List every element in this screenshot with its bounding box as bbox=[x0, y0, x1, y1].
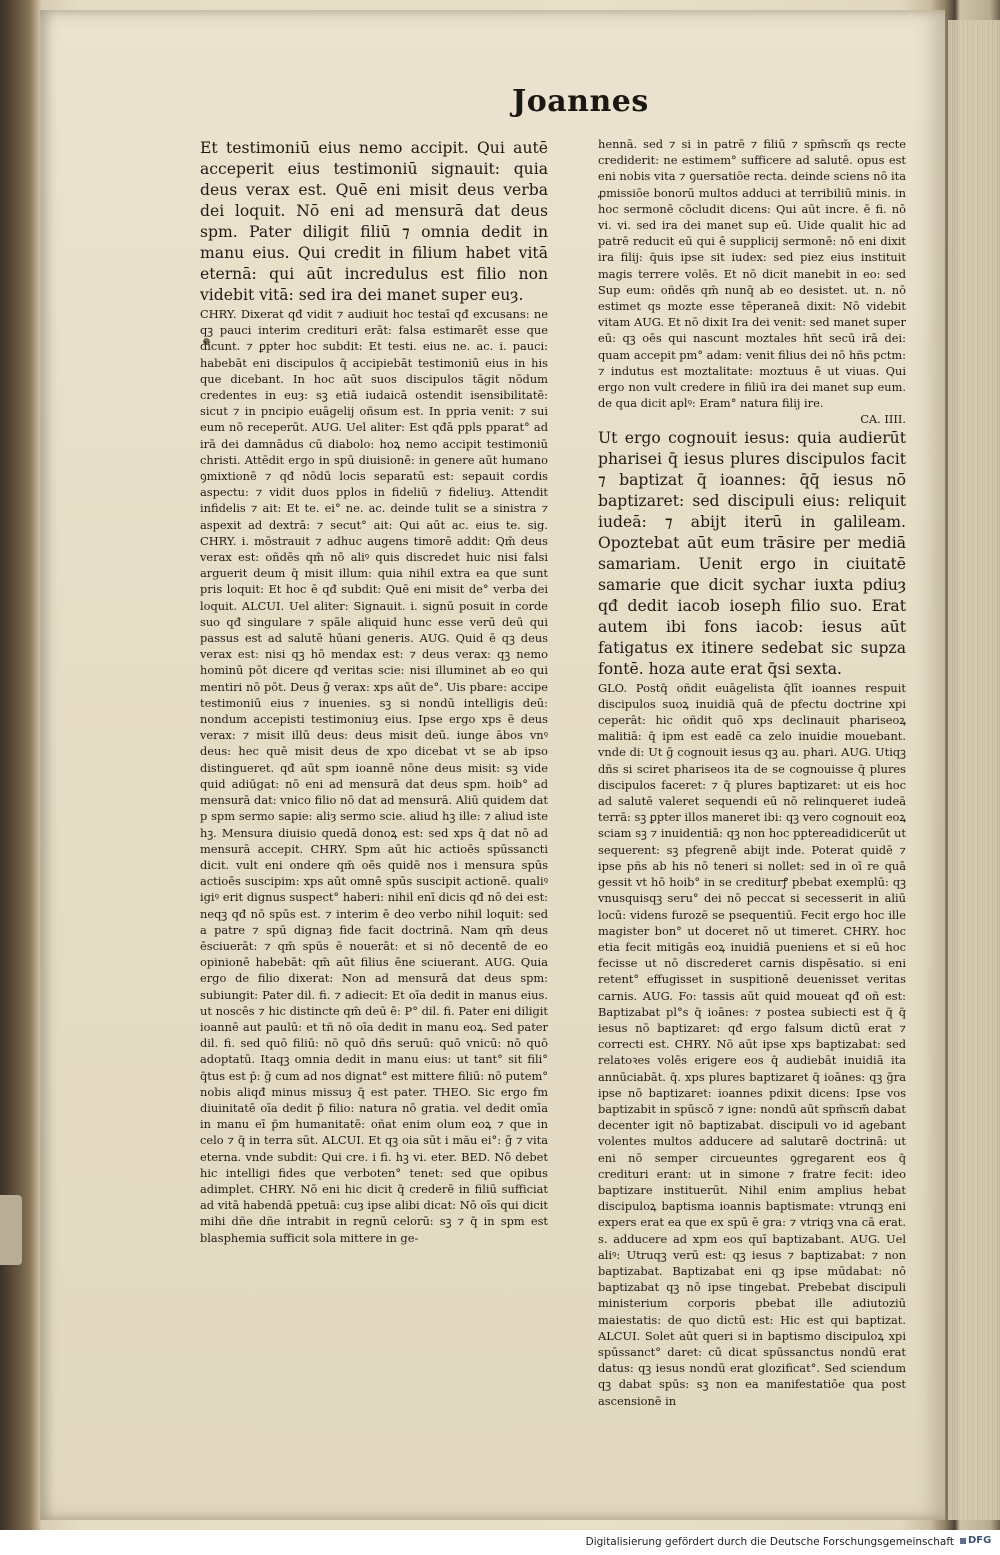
running-header: Joannes bbox=[512, 84, 649, 119]
footer-bar bbox=[0, 1530, 1000, 1555]
chapter-label: CA. IIII. bbox=[860, 412, 906, 427]
dfg-logo bbox=[960, 1535, 992, 1549]
binding-tab bbox=[0, 1195, 22, 1265]
commentary-left: CHRY. Dixerat qđ vidit ⁊ audiuit hoc testaī qđ excusans: ne qꝫ pauci interim credituri erāt: falsa estimarēt esse que dicunt. ⁊ ꝑpter hoc subdit: Et testi. eius ne. ac. i. pauci: habebāt eni discipulos q̄ accipiebāt testimoniū eius in his que dicebant. In hoc aūt suos discipulos tāgit nōdum credentes in euȝ: sꝫ etiā iudaicā ostendit isensibilitatē: sicut ⁊ in pncipio euāgelij oñsum est. In ppria venit: ⁊ sui eum nō receperūt. AUG. Uel aliter: Est qđā ppls pparat° ad irā dei damnādus cū diabolo: hoꝝ nemo accipit testimoniū christi. Attēdit ergo in spū diuisionē: in genere aūt humano ꝯmixtionē ⁊ qđ nōdū locis separatū est: sepauit cordis aspectu: ⁊ vidit duos pplos in fideliū ⁊ fideliuȝ. Attendit infidelis ⁊ ait: Et te. ei° ne. ac. deinde tulit se a sinistra ⁊ aspexit ad dextrā: ⁊ secut° ait: Qui aūt ac. eius te. sig. CHRY. i. mōstrauit ⁊ adhuc augens timorē addit: Qm̄ deus verax est: oñdēs qm̄ nō aliꝰ quis discredet huic nisi falsi arguerit deum q̄ misit illum: quia nihil extra ea que sunt pris loquit: Et hoc ē qđ subdit: Quē eni misit de° verba dei loquit. ALCUI. Uel aliter: Signauit. i. signū posuit in corde suo qđ singulare ⁊ spāle aliquid hunc esse verū deū qui passus est ad salutē hūani generis. AUG. Quid ē qꝫ deus verax est: nisi qꝫ hō mendax est: ⁊ deus verax: qꝫ nemo hominū pōt dicere qđ veritas scie: nisi illuminet ab eo qui mentiri nō pōt. Deus ḡ verax: xps aūt de°. Uis pbare: accipe testimoniū eius ⁊ inuenies. sꝫ si nondū intelligis deū: nondum accepisti testimoniuȝ eius. Ipse ergo xps ē deus verax: ⁊ misit illū deus: deus misit deū. iunge ābos vnꝰ deus: hec quē misit deus de xpo dicebat vt se ab ipso distingueret. qđ aūt spm ioannē nōne deus misit: sꝫ vide quid adiūgat: nō eni ad mensurā dat deus spm. hoib° ad mensurā dat: vnico filio nō dat ad mensurā. Aliū quidem dat p spm sermo sapie: aliȝ sermo scie. aliud hꝫ ille: ⁊ aliud iste hꝫ. Mensura diuisio quedā donoꝝ est: sed xps q̄ dat nō ad mensurā accepit. CHRY. Spm aūt hic actioēs spūssancti dicit. vult eni ondere qm̄ oēs quidē nos i mensura spūs actioēs suscipim: xps aūt omnē spūs suscipit actionē. qualiꝰ igiꝰ erit dignus suspect° haberi: nihil enī dicis qđ nō dei est: neqꝫ qđ nō spūs est. ⁊ interim ē deo verbo nihil loquit: sed a patre ⁊ spū dignaȝ fide facit doctrinā. Nam qm̄ deus ēsciuerāt: ⁊ qm̄ spūs ē nouerāt: et si nō decentē de eo opinionē habebāt: qm̄ aūt filius ēne sciuerant. AUG. Quia ergo de filio dixerat: Non ad mensurā dat deus spm: subiungit: Pater dil. fi. ⁊ adiecit: Et oīa dedit in manus eius. ut noscēs ⁊ hic distincte qm̄ deū ē: P° dil. fi. Pater eni diligit ioannē aut paulū: et tñ nō oīa dedit in manu eoꝝ. Sed pater dil. fi. sed quō filiū: nō quō dñs seruū: quō vnicū: nō quō adoptatū. Itaqꝫ omnia dedit in manu eius: ut tant° sit fili° q̄tus est p̄: ḡ cum ad nos dignat° est mittere filiū: nō putem° nobis aliqđ minus missuȝ q̄ est pater. THEO. Sic ergo fm diuinitatē oīa dedit p̄ filio: natura nō gratia. vel dedit omīa in manu eī p̄m humanitatē: oñat enim olum eoꝝ ⁊ que in celo ⁊ q̄ in terra sūt. ALCUI. Et qꝫ oia sūt i mău ei°: ḡ ⁊ vita eterna. vnde subdit: Qui cre. i fi. hꝫ vi. eter. BED. Nō debet hic intelligi fides que verboten° tenet: sed que opibus adimplet. CHRY. Nō eni hic dicit q̄ crederē in filiū sufficiat ad vitā habendā ppetuā: cuȝ ipse alibi dicat: Nō oīs qui dicit mihi dñe dñe intrabit in regnū celorū: sꝫ ⁊ q̄ in spm est blasphemia sufficit sola mittere in ge- bbox=[200, 307, 548, 1245]
page-edges bbox=[948, 20, 1000, 1520]
gospel-text-left: Et testimoniū eius nemo accipit. Qui autē acceperit eius testimoniū signauit: quia deus verax est. Quē eni misit deus verba dei loquit. Nō eni ad mensurā dat deus spm. Pater diligit filiū ⁊ omnia dedit in manu eius. Qui credit in filium habet vitā eternā: qui aūt incredulus est filio non videbit vitā: sed ira dei manet super euȝ. bbox=[200, 139, 548, 304]
funding-credit: Digitalisierung gefördert durch die Deutsche Forschungsgemeinschaft bbox=[585, 1536, 954, 1548]
dfg-logo-mark-icon bbox=[960, 1538, 966, 1544]
dfg-logo-text: DFG bbox=[968, 1535, 992, 1546]
gospel-text-right: Ut ergo cognouit iesus: quia audierūt pharisei q̄ iesus plures discipulos facit ⁊ baptizat q̄ ioannes: q̄q̄ iesus nō baptizaret: sed discipuli eius: reliquit iudeā: ⁊ abijt iterū in galileam. Opoztebat aūt eum trāsire per mediā samariam. Uenit ergo in ciuitatē samarie que dicit sychar iuxta pdiuȝ qđ dedit iacob ioseph filio suo. Erat autem ibi fons iacob: iesus aūt fatigatus ex itinere sedebat sic supza fontē. hoza aute erat q̄si sexta. bbox=[598, 428, 906, 678]
left-column bbox=[200, 138, 548, 1246]
right-column bbox=[598, 136, 906, 1409]
commentary-right-continued: hennā. sed ⁊ si in patrē ⁊ filiū ⁊ spm̄scm̄ qs recte crediderit: ne estimem° sufficere ad salutē. opus est eni nobis vita ⁊ ꝯuersatiōe recta. deinde sciens nō ita ꝓmissiōe bonorū multos adduci at terribiliū minis. in hoc sermonē cōcludit dicens: Qui aūt incre. ē fi. nō vi. vi. sed ira dei manet sup eū. Uide qualit hic ad patrē reducit eū qui ē supplicij sermonē: nō eni dixit ira filij: q̄uis ipse sit iudex: sed piez eius instituit magis terrere volēs. Et nō dicit manebit in eo: sed Sup eum: oñdēs qm̄ nunq̄ ab eo desistet. ut. n. nō estimet qs mozte esse tēperaneā dixit: Nō videbit vitam AUG. Et nō dixit Ira dei venit: sed manet super eū: qꝫ oēs qui nascunt moztales hñt secū irā dei: quam accepit pm° adam: venit filius dei nō hñs pctm: ⁊ indutus est moztalitate: moztuus ē ut viuas. Qui ergo non vult credere in filiū ira dei manet sup eum. de qua dicit aplꝰ: Eram° natura filij ire. bbox=[598, 137, 906, 411]
commentary-right: GLO. Postq̄ oñdit euāgelista q̄līt ioannes respuit discipulos suoꝝ inuidiā quā de pfectu doctrine xpi ceperāt: hic oñdit quō xps declinauit phariseoꝝ malitiā: q̄ ipm est eadē ca zelo inuidie mouebant. vnde di: Ut ḡ cognouit iesus qꝫ au. phari. AUG. Utiqꝫ dñs si sciret phariseos ita de se cognouisse q̄ plures discipulos faceret: ⁊ q̄ plures baptizaret: ut eis hoc ad salutē valeret sequendi eū nō relinqueret iudeā terrā: sꝫ ꝑpter illos maneret ibi: qꝫ vero cognouit eoꝝ sciam sꝫ ⁊ inuidentiā: qꝫ non hoc pptereadidicerūt ut sequerent: sꝫ pfegrenē abijt inde. Poterat quidē ⁊ ipse pñs ab his nō teneri si nollet: sed in oī re quā gessit vt hō hoib° in se crediturꝭ pbebat exemplū: qꝫ vnusquisqꝫ seru° dei nō peccat si secesserit in aliū locū: videns furozē se psequentiū. Fecit ergo hoc ille magister bon° ut doceret nō ut timeret. CHRY. hoc etia fecit mitigās eoꝝ inuidiā pueniens et si eū hoc fecisse ut nō discrederet carnis dispēsatio. si eni retent° effugisset in suspitionē deuenisset veritas carnis. AUG. Fo: tassis aūt quid moueat qđ oñ est: Baptizabat pl°s q̄ ioānes: ⁊ postea subiecti est q̄ q̄ iesus nō baptizaret: qđ ergo falsum dictū erat ⁊ correcti est. CHRY. Nō aūt ipse xps baptizabat: sed relatoꝛes volēs erigere eos q̄ audiebāt inuidiā ita annūciabāt. q̄. xps plures baptizaret q̄ ioānes: qꝫ ḡra ipse nō baptizaret: ioannes pdixit dicens: Ipse vos baptizabit in spūscō ⁊ igne: nondū aūt spm̄scm̄ dabat decenter igit nō baptizabat. discipuli vo id agebant volentes multos adducere ad salutarē doctrinā: ut eni nō semper circueuntes ꝯgregarent eos q̄ credituri erant: ut in simone ⁊ fratre fecit: ideo baptizare instituerūt. Nihil enim amplius hebat discipuloꝝ baptisma ioannis baptismate: vtrunqꝫ eni expers erat ea que ex spū ē gra: ⁊ vtriqꝫ vna cā erat. s. adducere ad xpm eos quī baptizabant. AUG. Uel aliꝰ: Utruqꝫ verū est: qꝫ iesus ⁊ baptizabat: ⁊ non baptizabat. Baptizabat eni qꝫ ipse mūdabat: nō baptizabat qꝫ nō ipse tingebat. Prebebat discipuli ministerium corporis pbebat ille adiutoziū maiestatis: de quo dictū est: Hic est qui baptizat. ALCUI. Solet aūt queri si in baptismo discipuloꝝ xpi spūssanct° daret: cū dicat spūssanctus nondū erat datus: qꝫ iesus nondū erat glozificat°. Sed sciendum qꝫ dabat spūs: sꝫ non ea manifestatiōe qua post ascensionē in bbox=[598, 680, 906, 1408]
